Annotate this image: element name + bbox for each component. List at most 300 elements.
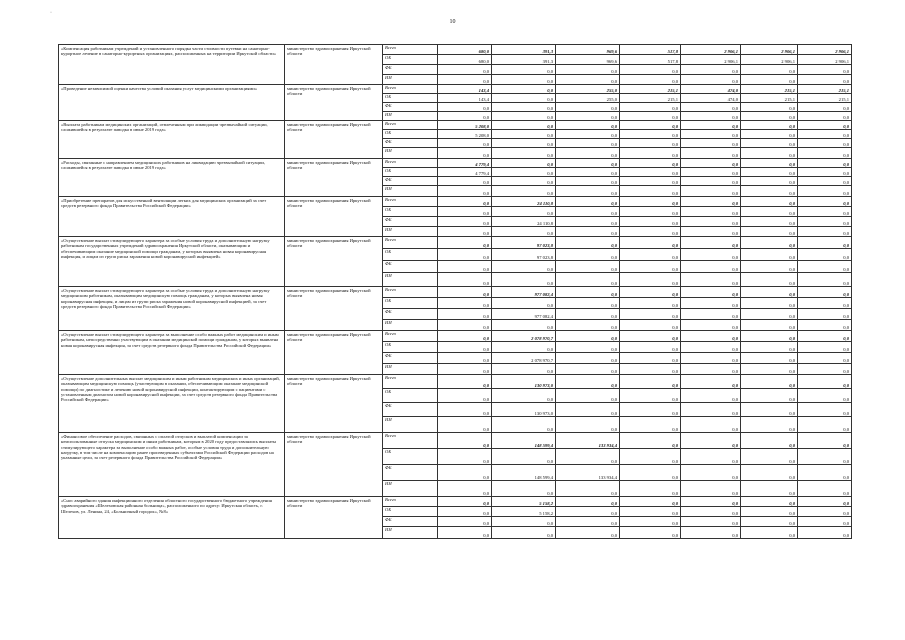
amount-cell: 0,0	[556, 217, 620, 227]
amount-cell: 0,0	[556, 449, 620, 465]
amount-cell: 0,0	[438, 507, 492, 517]
measure-description: «Выплата работникам медицинских организаций, отвлеченным при ликвидации чрезвычайной ситуации, сложившейся в результате паводка в июне 2019 года»	[59, 121, 285, 159]
amount-cell: 0,0	[556, 65, 620, 75]
amount-cell: 0,0	[681, 465, 741, 481]
amount-cell: 0,0	[681, 121, 741, 130]
amount-cell: 977 082,4	[492, 309, 556, 320]
amount-cell: 130 973,0	[492, 403, 556, 417]
amount-cell: 0,0	[798, 139, 852, 148]
funding-source-code: ОБ	[383, 130, 438, 139]
amount-cell: 0,0	[798, 309, 852, 320]
amount-cell: 0,0	[492, 298, 556, 309]
amount-cell: 0,0	[438, 331, 492, 342]
amount-cell: 133 934,4	[556, 465, 620, 481]
amount-cell: 2 906,1	[741, 45, 798, 55]
table-row	[59, 121, 852, 130]
table-row	[59, 197, 852, 207]
amount-cell: 0,0	[438, 207, 492, 217]
amount-cell: 0,0	[556, 287, 620, 298]
amount-cell: 0,0	[492, 481, 556, 497]
amount-cell: 0,0	[556, 227, 620, 237]
measure-description: «Компенсация работникам учреждений и установленного порядка части стоимости путевки на санаторно-курортное лечение в санаторно-курортных организациях, расположенных на территории Иркутской области»	[59, 45, 285, 85]
amount-cell: 0,0	[798, 112, 852, 121]
amount-cell: 0,0	[798, 217, 852, 227]
table-row	[59, 433, 852, 449]
amount-cell: 0,0	[556, 197, 620, 207]
amount-cell: 0,0	[492, 112, 556, 121]
responsible-executor: министерство здравоохранения Иркутской области	[285, 331, 383, 375]
amount-cell: 24 110,8	[492, 217, 556, 227]
amount-cell: 0,0	[798, 148, 852, 159]
amount-cell: 0,0	[438, 139, 492, 148]
amount-cell: 4 779,4	[438, 168, 492, 177]
amount-cell: 97 023,8	[492, 249, 556, 261]
amount-cell: 0,0	[438, 65, 492, 75]
amount-cell: 0,0	[620, 237, 681, 249]
amount-cell: 0,0	[620, 449, 681, 465]
table-row	[59, 375, 852, 389]
amount-cell: 0,0	[620, 249, 681, 261]
amount-cell: 0,0	[556, 309, 620, 320]
amount-cell: 0,0	[681, 261, 741, 273]
funding-source-code: ИИ	[383, 186, 438, 197]
amount-cell: 0,0	[741, 207, 798, 217]
amount-cell: 0,0	[741, 227, 798, 237]
amount-cell: 474,0	[681, 85, 741, 94]
amount-cell: 0,0	[741, 65, 798, 75]
amount-cell: 0,0	[620, 298, 681, 309]
responsible-executor: министерство здравоохранения Иркутской области	[285, 45, 383, 85]
funding-source-code: ИИ	[383, 417, 438, 433]
amount-cell: 0,0	[438, 342, 492, 353]
funding-source-code: ОБ	[383, 507, 438, 517]
amount-cell: 0,0	[681, 364, 741, 375]
responsible-executor: министерство здравоохранения Иркутской области	[285, 375, 383, 433]
measure-description: «Осуществление дополнительных выплат медицинским и иным работникам медицинских и иных организаций, оказывающим медицинскую помощь (участвующим в оказании, обеспечивающим оказание медицинской помощи) по диагностике и лечению новой коронавирусной инфекции, контактирующим с пациентами с установленным диагнозом новой коронавирусной инфекции, за счет средств резервного фонда Правительства Российской Федерации»	[59, 375, 285, 433]
amount-cell: 0,0	[681, 168, 741, 177]
amount-cell: 0,0	[556, 417, 620, 433]
table-row	[59, 45, 852, 55]
amount-cell: 0,0	[681, 331, 741, 342]
funding-source-code: ОБ	[383, 389, 438, 403]
amount-cell: 0,0	[741, 481, 798, 497]
amount-cell: 0,0	[620, 309, 681, 320]
amount-cell: 0,0	[556, 273, 620, 287]
amount-cell: 474,0	[681, 94, 741, 103]
amount-cell: 0,0	[741, 261, 798, 273]
funding-source-code: Всего	[383, 331, 438, 342]
amount-cell: 0,0	[798, 449, 852, 465]
amount-cell: 0,0	[620, 320, 681, 331]
amount-cell: 0,0	[620, 197, 681, 207]
amount-cell: 143,4	[438, 94, 492, 103]
program-table-sheet	[58, 44, 851, 539]
amount-cell: 0,0	[620, 497, 681, 507]
responsible-executor: министерство здравоохранения Иркутской области	[285, 197, 383, 237]
measure-description: «Снос аварийного здания инфекционного отделения областного государственного бюджетного учреждения здравоохранения «Шелеховская районная больница», расположенного по адресу: Иркутская область, г. Шелехов, ул. Ленина, 24, «Больничный городок», №8»	[59, 497, 285, 539]
amount-cell: 0,0	[620, 375, 681, 389]
amount-cell: 0,0	[798, 433, 852, 449]
amount-cell: 0,0	[741, 353, 798, 364]
amount-cell: 0,0	[556, 375, 620, 389]
funding-source-code: ОБ	[383, 298, 438, 309]
amount-cell: 0,0	[741, 75, 798, 85]
amount-cell: 0,0	[741, 148, 798, 159]
amount-cell: 0,0	[438, 186, 492, 197]
amount-cell: 0,0	[798, 331, 852, 342]
amount-cell: 0,0	[620, 331, 681, 342]
amount-cell: 0,0	[438, 449, 492, 465]
amount-cell: 0,0	[798, 298, 852, 309]
amount-cell: 0,0	[492, 320, 556, 331]
amount-cell: 0,0	[556, 249, 620, 261]
amount-cell: 0,0	[620, 481, 681, 497]
amount-cell: 517,8	[620, 45, 681, 55]
amount-cell: 215,1	[741, 94, 798, 103]
amount-cell: 0,0	[620, 148, 681, 159]
funding-source-code: Всего	[383, 197, 438, 207]
amount-cell: 0,0	[620, 227, 681, 237]
amount-cell: 0,0	[681, 507, 741, 517]
funding-source-code: ИИ	[383, 227, 438, 237]
amount-cell: 0,0	[556, 353, 620, 364]
amount-cell: 0,0	[798, 121, 852, 130]
amount-cell: 0,0	[492, 85, 556, 94]
amount-cell: 148 599,4	[492, 433, 556, 449]
amount-cell: 0,0	[681, 287, 741, 298]
amount-cell: 0,0	[492, 527, 556, 539]
amount-cell: 0,0	[741, 497, 798, 507]
amount-cell: 0,0	[681, 449, 741, 465]
amount-cell: 0,0	[620, 353, 681, 364]
amount-cell: 0,0	[438, 403, 492, 417]
funding-source-code: ФБ	[383, 65, 438, 75]
amount-cell: 0,0	[741, 465, 798, 481]
amount-cell: 0,0	[741, 103, 798, 112]
amount-cell: 0,0	[620, 168, 681, 177]
amount-cell: 0,0	[438, 353, 492, 364]
amount-cell: 0,0	[620, 517, 681, 527]
amount-cell: 0,0	[556, 261, 620, 273]
amount-cell: 0,0	[798, 527, 852, 539]
funding-source-code: Всего	[383, 375, 438, 389]
funding-source-code: ИИ	[383, 75, 438, 85]
amount-cell: 0,0	[438, 287, 492, 298]
amount-cell: 0,0	[556, 527, 620, 539]
amount-cell: 0,0	[438, 465, 492, 481]
amount-cell: 0,0	[681, 207, 741, 217]
amount-cell: 0,0	[556, 364, 620, 375]
funding-source-code: ИИ	[383, 481, 438, 497]
amount-cell: 0,0	[438, 227, 492, 237]
amount-cell: 0,0	[741, 186, 798, 197]
amount-cell: 0,0	[620, 217, 681, 227]
amount-cell: 0,0	[620, 121, 681, 130]
amount-cell: 0,0	[620, 186, 681, 197]
amount-cell: 0,0	[681, 227, 741, 237]
amount-cell: 0,0	[681, 342, 741, 353]
amount-cell: 0,0	[438, 148, 492, 159]
measure-description: «Приобретение препаратов для искусственной вентиляции легких для медицинских организаций за счет средств резервного фонда Правительства Российской Федерации»	[59, 197, 285, 237]
amount-cell: 0,0	[620, 364, 681, 375]
amount-cell: 0,0	[798, 168, 852, 177]
amount-cell: 0,0	[798, 320, 852, 331]
amount-cell: 0,0	[798, 130, 852, 139]
amount-cell: 5 208,0	[438, 121, 492, 130]
responsible-executor: министерство здравоохранения Иркутской области	[285, 497, 383, 539]
amount-cell: 0,0	[556, 481, 620, 497]
amount-cell: 0,0	[798, 465, 852, 481]
amount-cell: 0,0	[492, 417, 556, 433]
measure-description: «Проведение независимой оценки качества условий оказания услуг медицинскими организациями»	[59, 85, 285, 121]
amount-cell: 0,0	[556, 103, 620, 112]
scan-artifact: ·	[50, 10, 52, 16]
amount-cell: 0,0	[438, 389, 492, 403]
amount-cell: 215,1	[798, 94, 852, 103]
amount-cell: 0,0	[620, 342, 681, 353]
funding-source-code: ФБ	[383, 103, 438, 112]
amount-cell: 0,0	[741, 342, 798, 353]
funding-source-code: ФБ	[383, 353, 438, 364]
amount-cell: 0,0	[681, 237, 741, 249]
funding-source-code: Всего	[383, 433, 438, 449]
amount-cell: 517,8	[620, 55, 681, 65]
amount-cell: 130 973,0	[492, 375, 556, 389]
amount-cell: 0,0	[741, 287, 798, 298]
measure-description: «Осуществление выплат стимулирующего характера за особые условия труда и дополнительную нагрузку работникам государственных учреждений здравоохранения Иркутской области, оказывающим и обеспечивающим оказание медицинской помощи гражданам, у которых выявлена новая коронавирусная инфекция, и лицам из групп риска заражения новой коронавирусной инфекцией»	[59, 237, 285, 287]
amount-cell: 255,0	[556, 94, 620, 103]
amount-cell: 215,1	[620, 94, 681, 103]
amount-cell: 0,0	[492, 168, 556, 177]
funding-source-code: Всего	[383, 85, 438, 94]
amount-cell: 0,0	[620, 207, 681, 217]
amount-cell: 0,0	[798, 186, 852, 197]
amount-cell: 0,0	[741, 249, 798, 261]
amount-cell: 5 158,2	[492, 507, 556, 517]
amount-cell: 0,0	[556, 112, 620, 121]
amount-cell: 0,0	[492, 364, 556, 375]
amount-cell: 0,0	[556, 207, 620, 217]
amount-cell: 0,0	[492, 121, 556, 130]
amount-cell: 5 158,2	[492, 497, 556, 507]
amount-cell: 0,0	[798, 159, 852, 168]
amount-cell: 0,0	[438, 320, 492, 331]
amount-cell: 0,0	[492, 517, 556, 527]
amount-cell: 0,0	[620, 65, 681, 75]
responsible-executor: министерство здравоохранения Иркутской области	[285, 287, 383, 331]
measure-description: «Осуществление выплат стимулирующего характера за выполнение особо важных работ медицинским и иным работникам, непосредственно участвующим в оказании медицинской помощи гражданам, у которых выявлена новая коронавирусная инфекция, за счет средств резервного фонда Правительства Российской Федерации»	[59, 331, 285, 375]
amount-cell: 255,0	[556, 85, 620, 94]
amount-cell: 133 934,4	[556, 433, 620, 449]
amount-cell: 0,0	[620, 417, 681, 433]
amount-cell: 0,0	[492, 273, 556, 287]
amount-cell: 0,0	[438, 261, 492, 273]
amount-cell: 0,0	[681, 186, 741, 197]
amount-cell: 0,0	[741, 177, 798, 186]
amount-cell: 0,0	[492, 207, 556, 217]
amount-cell: 0,0	[741, 237, 798, 249]
funding-source-code: Всего	[383, 159, 438, 168]
amount-cell: 0,0	[438, 197, 492, 207]
amount-cell: 0,0	[681, 217, 741, 227]
amount-cell: 0,0	[798, 103, 852, 112]
amount-cell: 0,0	[681, 353, 741, 364]
amount-cell: 0,0	[556, 130, 620, 139]
amount-cell: 0,0	[798, 417, 852, 433]
amount-cell: 0,0	[492, 342, 556, 353]
measure-description: «Финансовое обеспечение расходов, связанных с оплатой отпусков и выплатой компенсации за неиспользованные отпуска медицинским и иным работникам, которым в 2020 году предоставлялись выплаты стимулирующего характера за выполнение особо важных работ, особые условия труда и дополнительную нагрузку, в том числе на компенсацию ранее произведенных субъектами Российской Федерации расходов на указанные цели, за счет резервного фонда Правительства Российской Федерации»	[59, 433, 285, 497]
funding-source-code: ИИ	[383, 112, 438, 121]
amount-cell: 0,0	[620, 287, 681, 298]
amount-cell: 0,0	[438, 527, 492, 539]
amount-cell: 0,0	[681, 375, 741, 389]
amount-cell: 0,0	[620, 75, 681, 85]
amount-cell: 0,0	[798, 207, 852, 217]
amount-cell: 0,0	[556, 148, 620, 159]
amount-cell: 2 906,1	[681, 45, 741, 55]
amount-cell: 0,0	[741, 217, 798, 227]
amount-cell: 0,0	[556, 298, 620, 309]
responsible-executor: министерство здравоохранения Иркутской области	[285, 237, 383, 287]
amount-cell: 2 078 970,7	[492, 331, 556, 342]
amount-cell: 0,0	[741, 517, 798, 527]
funding-source-code: ИИ	[383, 273, 438, 287]
amount-cell: 215,1	[798, 85, 852, 94]
amount-cell: 0,0	[741, 298, 798, 309]
amount-cell: 0,0	[492, 139, 556, 148]
amount-cell: 0,0	[741, 507, 798, 517]
amount-cell: 0,0	[741, 375, 798, 389]
amount-cell: 2 906,1	[681, 55, 741, 65]
amount-cell: 0,0	[556, 331, 620, 342]
amount-cell: 0,0	[681, 298, 741, 309]
amount-cell: 0,0	[798, 481, 852, 497]
amount-cell: 0,0	[556, 186, 620, 197]
amount-cell: 4 779,4	[438, 159, 492, 168]
amount-cell: 0,0	[798, 375, 852, 389]
amount-cell: 0,0	[798, 497, 852, 507]
amount-cell: 0,0	[681, 139, 741, 148]
table-row	[59, 287, 852, 298]
amount-cell: 0,0	[741, 449, 798, 465]
amount-cell: 0,0	[798, 249, 852, 261]
amount-cell: 0,0	[681, 527, 741, 539]
measures-table	[58, 44, 852, 539]
responsible-executor: министерство здравоохранения Иркутской области	[285, 85, 383, 121]
amount-cell: 0,0	[492, 449, 556, 465]
funding-source-code: ФБ	[383, 403, 438, 417]
funding-source-code: Всего	[383, 45, 438, 55]
amount-cell: 0,0	[741, 389, 798, 403]
amount-cell: 0,0	[741, 433, 798, 449]
funding-source-code: ФБ	[383, 177, 438, 186]
amount-cell: 0,0	[798, 237, 852, 249]
amount-cell: 0,0	[681, 75, 741, 85]
table-row	[59, 85, 852, 94]
amount-cell: 0,0	[681, 103, 741, 112]
amount-cell: 143,4	[438, 85, 492, 94]
amount-cell: 0,0	[620, 261, 681, 273]
amount-cell: 0,0	[741, 417, 798, 433]
amount-cell: 0,0	[556, 517, 620, 527]
table-row	[59, 497, 852, 507]
funding-source-code: ОБ	[383, 168, 438, 177]
amount-cell: 0,0	[741, 309, 798, 320]
amount-cell: 0,0	[438, 309, 492, 320]
amount-cell: 0,0	[798, 75, 852, 85]
amount-cell: 0,0	[492, 227, 556, 237]
funding-source-code: ФБ	[383, 309, 438, 320]
amount-cell: 0,0	[556, 320, 620, 331]
amount-cell: 0,0	[556, 342, 620, 353]
amount-cell: 0,0	[492, 130, 556, 139]
amount-cell: 0,0	[798, 517, 852, 527]
amount-cell: 2 906,1	[741, 55, 798, 65]
amount-cell: 0,0	[741, 112, 798, 121]
amount-cell: 0,0	[798, 507, 852, 517]
measure-description: «Осуществление выплат стимулирующего характера за особые условия труда и дополнительную нагрузку медицинским работникам, оказывающим медицинскую помощь гражданам, у которых выявлена новая коронавирусная инфекция, и лицам из групп риска заражения новой коронавирусной инфекцией, за счет средств резервного фонда Правительства Российской Федерации»	[59, 287, 285, 331]
amount-cell: 0,0	[438, 497, 492, 507]
amount-cell: 0,0	[620, 389, 681, 403]
amount-cell: 0,0	[798, 273, 852, 287]
amount-cell: 0,0	[681, 159, 741, 168]
amount-cell: 0,0	[438, 177, 492, 186]
amount-cell: 0,0	[492, 389, 556, 403]
amount-cell: 0,0	[438, 433, 492, 449]
amount-cell: 0,0	[556, 121, 620, 130]
amount-cell: 0,0	[438, 112, 492, 121]
funding-source-code: ОБ	[383, 449, 438, 465]
amount-cell: 0,0	[492, 186, 556, 197]
funding-source-code: ИИ	[383, 364, 438, 375]
amount-cell: 0,0	[798, 177, 852, 186]
amount-cell: 0,0	[798, 287, 852, 298]
amount-cell: 391,3	[492, 55, 556, 65]
amount-cell: 5 208,0	[438, 130, 492, 139]
amount-cell: 0,0	[798, 261, 852, 273]
amount-cell: 0,0	[741, 320, 798, 331]
amount-cell: 0,0	[741, 197, 798, 207]
amount-cell: 0,0	[556, 168, 620, 177]
amount-cell: 0,0	[492, 103, 556, 112]
amount-cell: 0,0	[798, 403, 852, 417]
amount-cell: 0,0	[620, 273, 681, 287]
amount-cell: 0,0	[681, 517, 741, 527]
funding-source-code: ИИ	[383, 320, 438, 331]
amount-cell: 680,0	[438, 45, 492, 55]
amount-cell: 0,0	[798, 227, 852, 237]
amount-cell: 0,0	[492, 94, 556, 103]
funding-source-code: ОБ	[383, 342, 438, 353]
amount-cell: 0,0	[438, 364, 492, 375]
amount-cell: 969,6	[556, 45, 620, 55]
amount-cell: 0,0	[681, 433, 741, 449]
amount-cell: 0,0	[438, 298, 492, 309]
amount-cell: 0,0	[438, 249, 492, 261]
amount-cell: 0,0	[556, 507, 620, 517]
amount-cell: 0,0	[681, 320, 741, 331]
funding-source-code: ИИ	[383, 148, 438, 159]
amount-cell: 0,0	[556, 403, 620, 417]
amount-cell: 0,0	[492, 177, 556, 186]
amount-cell: 0,0	[741, 168, 798, 177]
amount-cell: 0,0	[741, 527, 798, 539]
funding-source-code: ОБ	[383, 207, 438, 217]
amount-cell: 0,0	[741, 273, 798, 287]
amount-cell: 0,0	[681, 403, 741, 417]
funding-source-code: ОБ	[383, 249, 438, 261]
amount-cell: 2 906,1	[798, 45, 852, 55]
